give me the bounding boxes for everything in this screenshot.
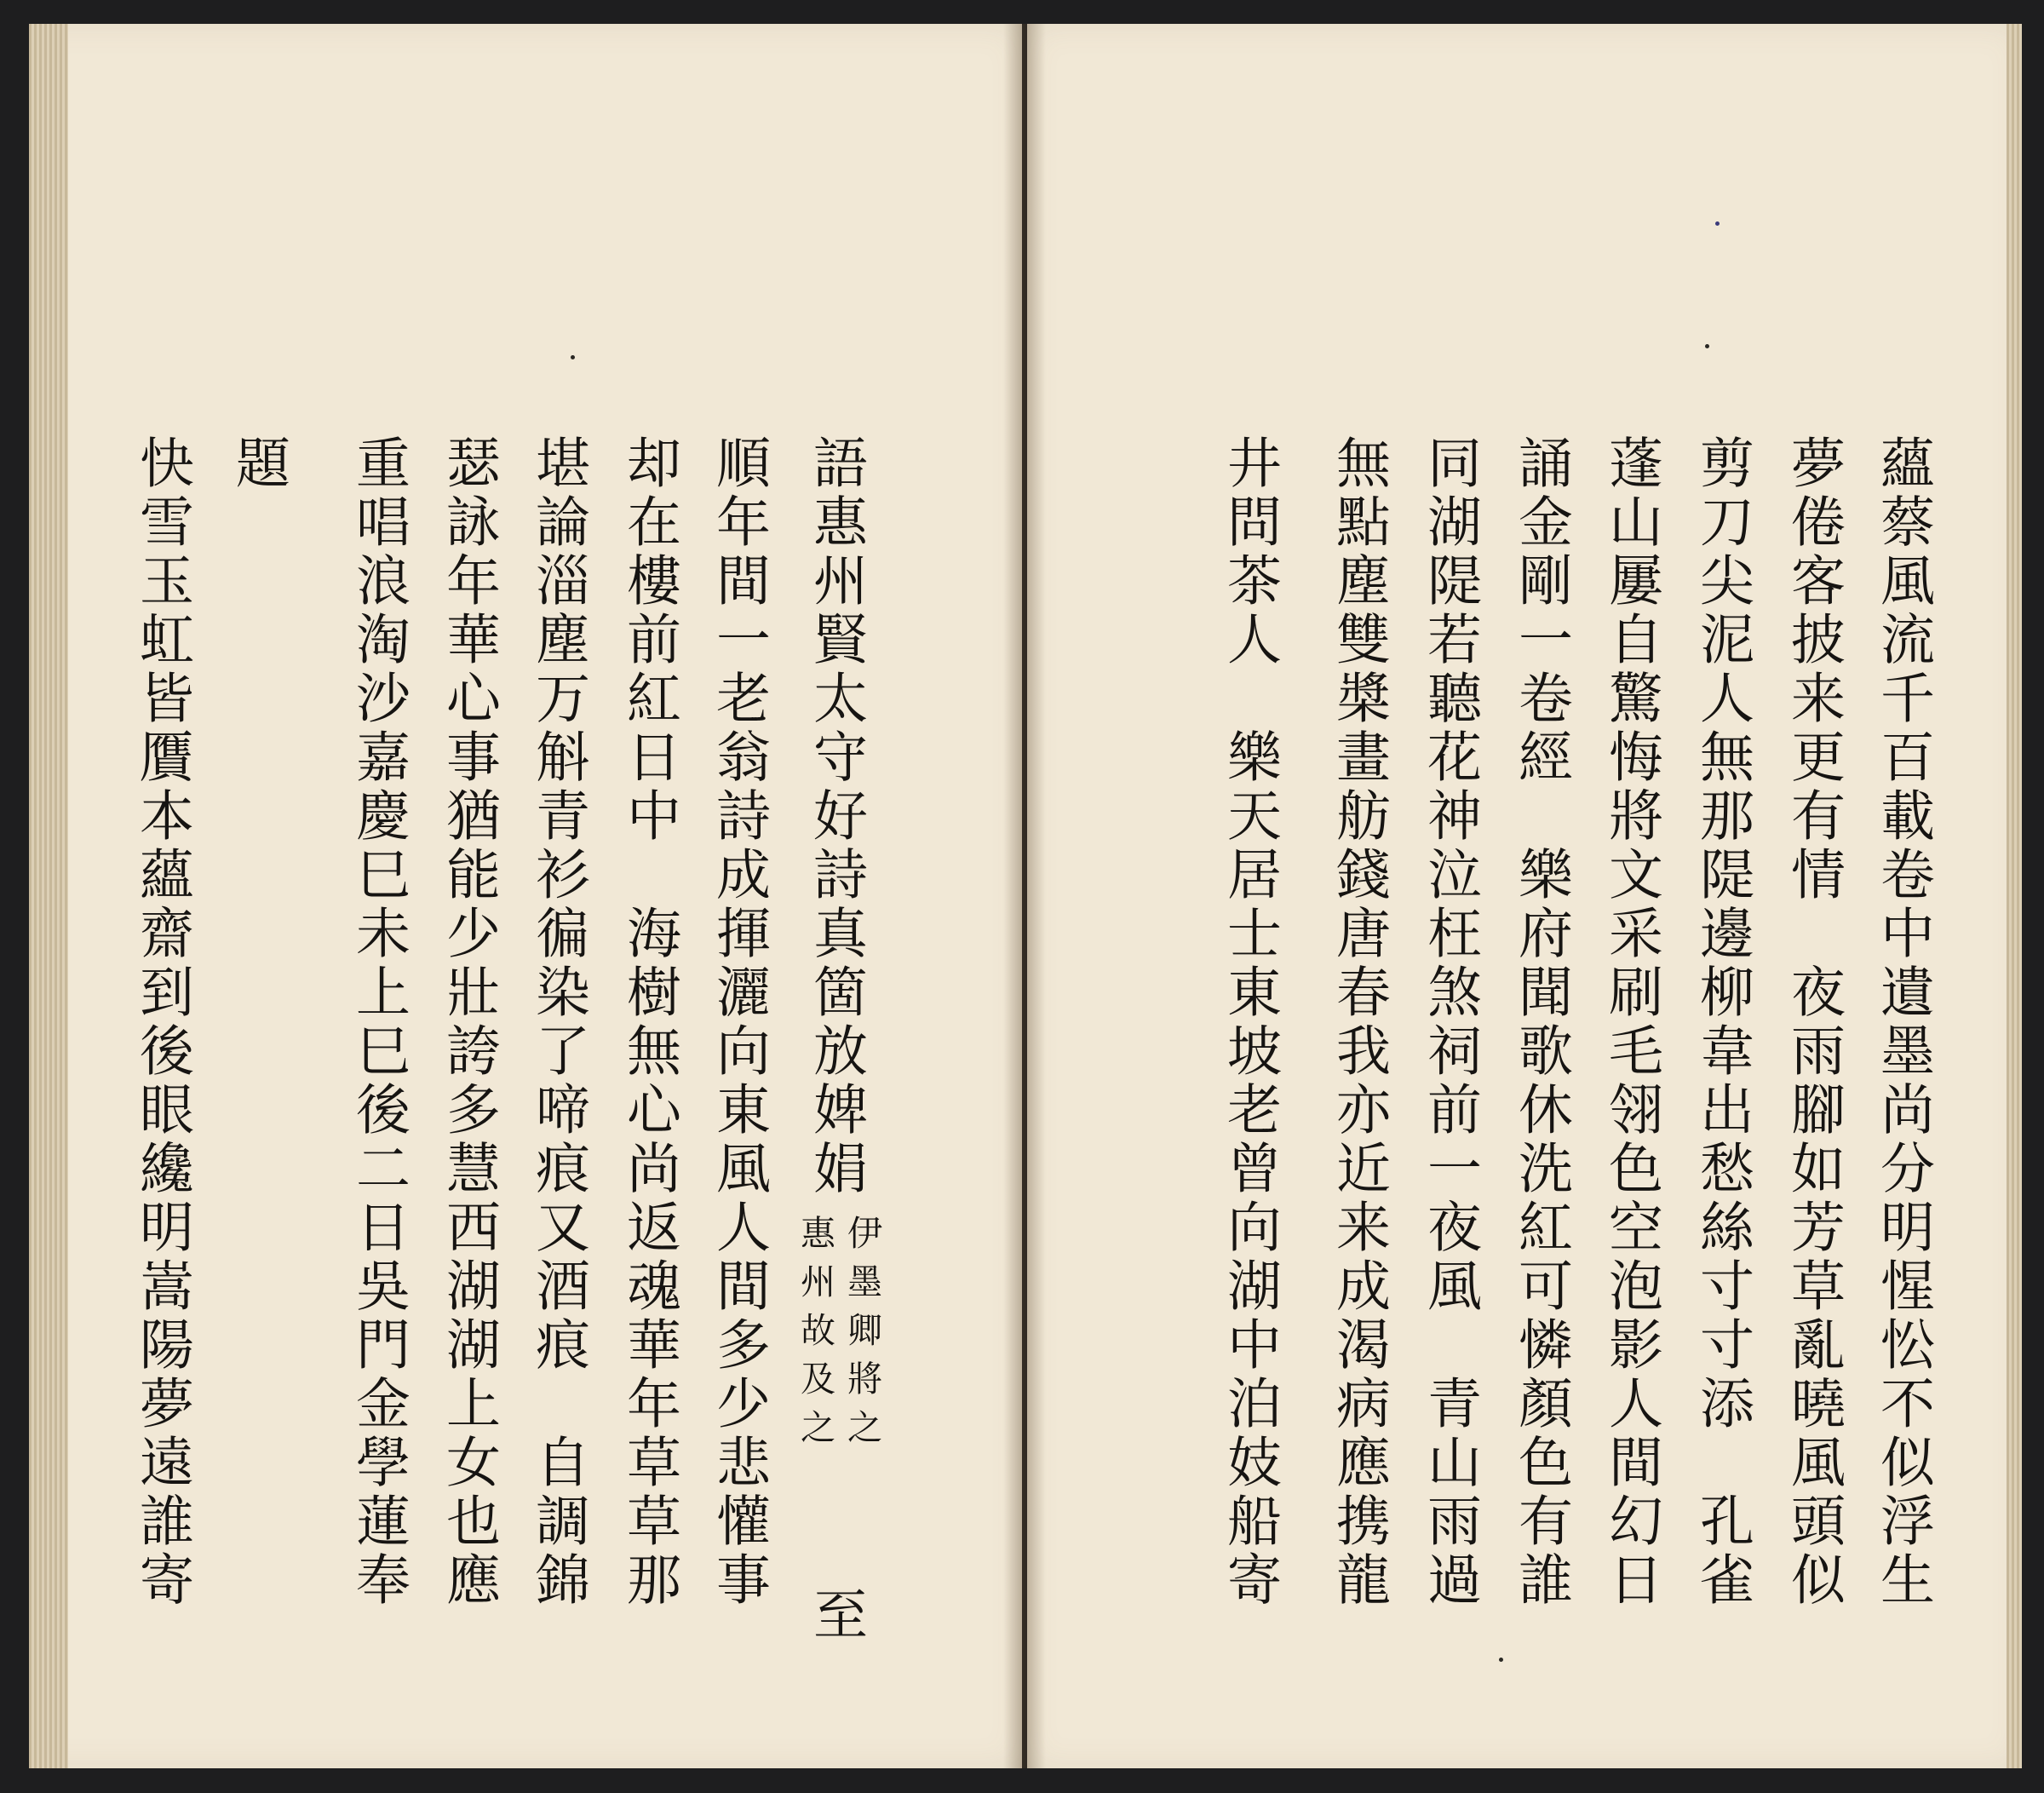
right-page-column-8: 井問茶人 樂天居士東坡老曾向湖中泊妓船寄	[1218, 434, 1281, 1610]
left-page-column-3: 却在樓前紅日中 海樹無心尚返魂華年草草那	[617, 434, 680, 1610]
left-page-note-column-2: 惠州故及之	[795, 1215, 835, 1457]
left-page-column-5: 瑟詠年華心事猶能少壯誇多慧西湖湖上女也應	[437, 434, 500, 1610]
right-page-column-7: 無點塵雙槳畫舫錢唐春我亦近来成渴病應携龍	[1327, 434, 1390, 1610]
ink-speck	[1499, 1658, 1503, 1662]
left-page-column-2: 順年間一老翁詩成揮灑向東風人間多少悲懽事	[707, 434, 770, 1610]
left-page-column-7: 題	[227, 434, 290, 493]
left-page-edge	[29, 24, 68, 1768]
ink-speck	[1705, 344, 1709, 348]
left-page-column-8: 快雪玉虹皆贋本蘊齋到後眼纔明嵩陽夢遠誰寄	[130, 434, 193, 1610]
left-page-note-column-1: 伊墨卿將之	[841, 1215, 882, 1457]
ink-speck	[1715, 221, 1720, 226]
right-page-column-6: 同湖隄若聽花神泣枉煞祠前一夜風 青山雨過	[1418, 434, 1481, 1610]
right-page-column-3: 剪刀尖泥人無那隄邊柳韋出愁絲寸寸添 孔雀	[1691, 434, 1754, 1610]
left-page-column-1: 語惠州賢太守好詩真箇放婢娟	[804, 434, 867, 1198]
right-page-column-2: 夢倦客披来更有情 夜雨腳如芳草亂曉風頭似	[1782, 434, 1845, 1610]
right-page-column-1: 蘊蔡風流千百載卷中遺墨尚分明惺忪不似浮生	[1871, 434, 1934, 1610]
left-page-column-4: 堪論淄塵万斛青衫徧染了啼痕又酒痕 自調錦	[526, 434, 589, 1610]
right-page-column-4: 蓬山屢自驚悔將文采刷毛翎色空泡影人間幻日	[1599, 434, 1662, 1610]
right-page-edge	[2007, 24, 2022, 1768]
left-page-note-trailer: 至	[804, 1586, 867, 1645]
right-page-column-5: 誦金剛一卷經 樂府聞歌休洗紅可憐顏色有誰	[1509, 434, 1572, 1610]
ink-speck	[571, 355, 575, 359]
book-gutter	[1003, 24, 1046, 1768]
left-page-column-6: 重唱浪淘沙嘉慶巳未上巳後二日吳門金學蓮奉	[347, 434, 410, 1610]
